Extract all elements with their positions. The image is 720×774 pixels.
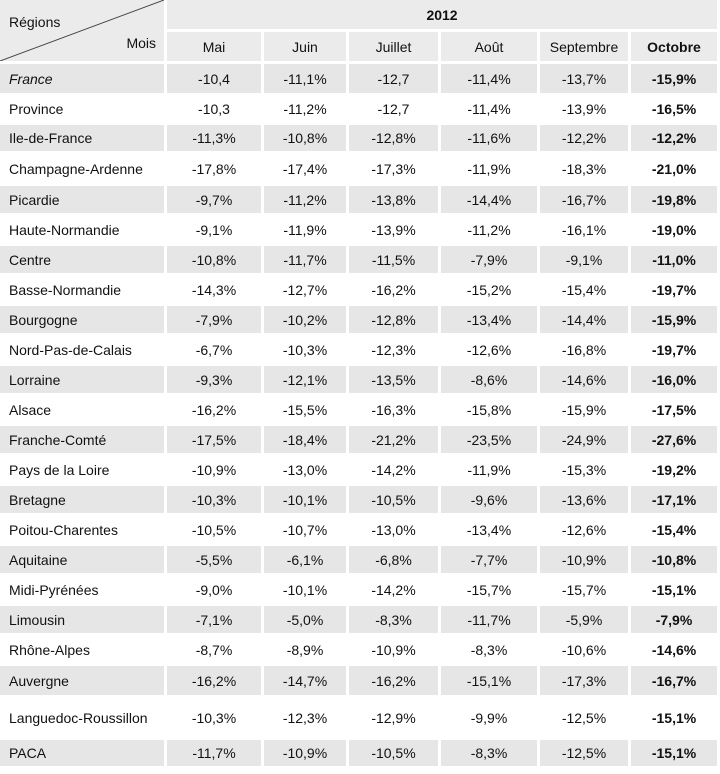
value-cell: -16,1% bbox=[540, 216, 631, 246]
value-cell: -19,2% bbox=[631, 456, 720, 486]
value-cell: -19,7% bbox=[631, 336, 720, 366]
value-cell: -13,0% bbox=[264, 456, 349, 486]
value-cell: -13,4% bbox=[441, 306, 540, 336]
value-cell: -11,4% bbox=[441, 96, 540, 125]
table-row bbox=[0, 636, 720, 666]
table-row bbox=[0, 396, 720, 426]
value-cell: -12,1% bbox=[264, 366, 349, 396]
region-name-cell: Alsace bbox=[0, 396, 167, 426]
value-cell: -16,5% bbox=[631, 96, 720, 125]
value-cell: -12,3% bbox=[349, 336, 441, 366]
region-name-cell: Poitou-Charentes bbox=[0, 516, 167, 546]
value-cell: -10,9% bbox=[167, 456, 264, 486]
value-cell: -15,2% bbox=[441, 276, 540, 306]
value-cell: -19,8% bbox=[631, 186, 720, 216]
value-cell: -9,6% bbox=[441, 486, 540, 516]
value-cell: -7,1% bbox=[167, 606, 264, 636]
value-cell: -7,9% bbox=[441, 246, 540, 276]
value-cell: -11,2% bbox=[441, 216, 540, 246]
value-cell: -7,7% bbox=[441, 546, 540, 576]
value-cell: -8,3% bbox=[441, 636, 540, 666]
table-row bbox=[0, 426, 720, 456]
value-cell: -16,2% bbox=[349, 276, 441, 306]
value-cell: -17,5% bbox=[167, 426, 264, 456]
value-cell: -9,9% bbox=[441, 698, 540, 740]
value-cell: -12,2% bbox=[631, 125, 720, 154]
value-cell: -15,1% bbox=[631, 740, 720, 769]
value-cell: -12,9% bbox=[349, 698, 441, 740]
value-cell: -11,0% bbox=[631, 246, 720, 276]
table-row bbox=[0, 606, 720, 636]
region-name-cell: Rhône-Alpes bbox=[0, 636, 167, 666]
value-cell: -10,9% bbox=[540, 546, 631, 576]
value-cell: -15,8% bbox=[441, 396, 540, 426]
value-cell: -10,5% bbox=[167, 516, 264, 546]
table-row bbox=[0, 336, 720, 366]
value-cell: -19,0% bbox=[631, 216, 720, 246]
value-cell: -11,3% bbox=[167, 125, 264, 154]
value-cell: -12,6% bbox=[441, 336, 540, 366]
value-cell: -8,3% bbox=[441, 740, 540, 769]
value-cell: -14,6% bbox=[540, 366, 631, 396]
table-row bbox=[0, 186, 720, 216]
value-cell: -7,9% bbox=[167, 306, 264, 336]
value-cell: -10,2% bbox=[264, 306, 349, 336]
value-cell: -9,7% bbox=[167, 186, 264, 216]
value-cell: -11,4% bbox=[441, 64, 540, 96]
region-name-cell: Province bbox=[0, 96, 167, 125]
value-cell: -24,9% bbox=[540, 426, 631, 456]
value-cell: -18,3% bbox=[540, 154, 631, 186]
table-row bbox=[0, 456, 720, 486]
value-cell: -10,1% bbox=[264, 576, 349, 606]
table-row bbox=[0, 96, 720, 125]
table-row bbox=[0, 516, 720, 546]
value-cell: -14,7% bbox=[264, 666, 349, 698]
value-cell: -13,9% bbox=[540, 96, 631, 125]
value-cell: -12,5% bbox=[540, 698, 631, 740]
value-cell: -8,3% bbox=[349, 606, 441, 636]
value-cell: -10,9% bbox=[264, 740, 349, 769]
value-cell: -12,8% bbox=[349, 125, 441, 154]
month-header: Octobre bbox=[631, 32, 720, 64]
value-cell: -12,5% bbox=[540, 740, 631, 769]
table-row bbox=[0, 546, 720, 576]
region-name-cell: Pays de la Loire bbox=[0, 456, 167, 486]
region-name-cell: Basse-Normandie bbox=[0, 276, 167, 306]
value-cell: -12,7% bbox=[264, 276, 349, 306]
value-cell: -16,3% bbox=[349, 396, 441, 426]
value-cell: -23,5% bbox=[441, 426, 540, 456]
value-cell: -14,2% bbox=[349, 576, 441, 606]
value-cell: -11,2% bbox=[264, 96, 349, 125]
region-name-cell: Lorraine bbox=[0, 366, 167, 396]
value-cell: -14,4% bbox=[441, 186, 540, 216]
value-cell: -15,9% bbox=[631, 306, 720, 336]
value-cell: -18,4% bbox=[264, 426, 349, 456]
value-cell: -12,6% bbox=[540, 516, 631, 546]
value-cell: -13,8% bbox=[349, 186, 441, 216]
table-row bbox=[0, 154, 720, 186]
table-row bbox=[0, 306, 720, 336]
table-row bbox=[0, 486, 720, 516]
month-header: Septembre bbox=[540, 32, 631, 64]
month-header: Mai bbox=[167, 32, 264, 64]
value-cell: -15,1% bbox=[631, 698, 720, 740]
table-row bbox=[0, 666, 720, 698]
value-cell: -13,6% bbox=[540, 486, 631, 516]
value-cell: -12,7 bbox=[349, 64, 441, 96]
table-row bbox=[0, 276, 720, 306]
corner-header bbox=[0, 0, 167, 64]
value-cell: -19,7% bbox=[631, 276, 720, 306]
value-cell: -11,7% bbox=[441, 606, 540, 636]
year-header: 2012 bbox=[167, 0, 720, 32]
value-cell: -10,3% bbox=[167, 698, 264, 740]
value-cell: -21,0% bbox=[631, 154, 720, 186]
region-name-cell: Centre bbox=[0, 246, 167, 276]
value-cell: -10,7% bbox=[264, 516, 349, 546]
value-cell: -6,1% bbox=[264, 546, 349, 576]
value-cell: -16,2% bbox=[349, 666, 441, 698]
value-cell: -13,5% bbox=[349, 366, 441, 396]
value-cell: -12,8% bbox=[349, 306, 441, 336]
value-cell: -10,9% bbox=[349, 636, 441, 666]
region-name-cell: Midi-Pyrénées bbox=[0, 576, 167, 606]
value-cell: -11,7% bbox=[167, 740, 264, 769]
value-cell: -9,0% bbox=[167, 576, 264, 606]
region-name-cell: Nord-Pas-de-Calais bbox=[0, 336, 167, 366]
diagonal-divider bbox=[0, 0, 164, 61]
region-name-cell: Picardie bbox=[0, 186, 167, 216]
table-row bbox=[0, 740, 720, 769]
month-header: Août bbox=[441, 32, 540, 64]
value-cell: -13,7% bbox=[540, 64, 631, 96]
table-row bbox=[0, 366, 720, 396]
value-cell: -10,5% bbox=[349, 740, 441, 769]
value-cell: -14,6% bbox=[631, 636, 720, 666]
table-row bbox=[0, 576, 720, 606]
value-cell: -14,2% bbox=[349, 456, 441, 486]
table-row bbox=[0, 64, 720, 96]
mois-label: Mois bbox=[126, 35, 156, 51]
table-row bbox=[0, 246, 720, 276]
region-name-cell: Limousin bbox=[0, 606, 167, 636]
region-name-cell: Languedoc-Roussillon bbox=[0, 698, 167, 740]
value-cell: -11,7% bbox=[264, 246, 349, 276]
region-name-cell: Bretagne bbox=[0, 486, 167, 516]
value-cell: -13,4% bbox=[441, 516, 540, 546]
region-name-cell: PACA bbox=[0, 740, 167, 769]
value-cell: -16,0% bbox=[631, 366, 720, 396]
value-cell: -11,9% bbox=[264, 216, 349, 246]
value-cell: -13,9% bbox=[349, 216, 441, 246]
value-cell: -10,3 bbox=[167, 96, 264, 125]
value-cell: -21,2% bbox=[349, 426, 441, 456]
region-name-cell: Haute-Normandie bbox=[0, 216, 167, 246]
month-header: Juillet bbox=[349, 32, 441, 64]
value-cell: -10,8% bbox=[631, 546, 720, 576]
value-cell: -11,9% bbox=[441, 154, 540, 186]
value-cell: -15,1% bbox=[631, 576, 720, 606]
region-name-cell: Champagne-Ardenne bbox=[0, 154, 167, 186]
value-cell: -17,5% bbox=[631, 396, 720, 426]
value-cell: -10,4 bbox=[167, 64, 264, 96]
value-cell: -10,8% bbox=[264, 125, 349, 154]
value-cell: -17,1% bbox=[631, 486, 720, 516]
value-cell: -12,7 bbox=[349, 96, 441, 125]
region-name-cell: Aquitaine bbox=[0, 546, 167, 576]
value-cell: -15,1% bbox=[441, 666, 540, 698]
value-cell: -17,3% bbox=[349, 154, 441, 186]
value-cell: -9,3% bbox=[167, 366, 264, 396]
value-cell: -6,8% bbox=[349, 546, 441, 576]
value-cell: -15,4% bbox=[540, 276, 631, 306]
table-row bbox=[0, 216, 720, 246]
value-cell: -11,5% bbox=[349, 246, 441, 276]
value-cell: -27,6% bbox=[631, 426, 720, 456]
region-name-cell: Ile-de-France bbox=[0, 125, 167, 154]
value-cell: -13,0% bbox=[349, 516, 441, 546]
value-cell: -12,2% bbox=[540, 125, 631, 154]
region-name-cell: Bourgogne bbox=[0, 306, 167, 336]
value-cell: -15,5% bbox=[264, 396, 349, 426]
value-cell: -15,9% bbox=[631, 64, 720, 96]
table-row bbox=[0, 698, 720, 740]
value-cell: -9,1% bbox=[167, 216, 264, 246]
value-cell: -15,4% bbox=[631, 516, 720, 546]
value-cell: -5,5% bbox=[167, 546, 264, 576]
value-cell: -11,9% bbox=[441, 456, 540, 486]
month-header: Juin bbox=[264, 32, 349, 64]
value-cell: -10,6% bbox=[540, 636, 631, 666]
value-cell: -14,4% bbox=[540, 306, 631, 336]
value-cell: -15,7% bbox=[441, 576, 540, 606]
value-cell: -17,4% bbox=[264, 154, 349, 186]
region-name-cell: Franche-Comté bbox=[0, 426, 167, 456]
value-cell: -8,7% bbox=[167, 636, 264, 666]
value-cell: -12,3% bbox=[264, 698, 349, 740]
value-cell: -15,3% bbox=[540, 456, 631, 486]
value-cell: -15,7% bbox=[540, 576, 631, 606]
value-cell: -10,3% bbox=[264, 336, 349, 366]
table-body bbox=[0, 64, 720, 769]
value-cell: -16,7% bbox=[540, 186, 631, 216]
value-cell: -10,8% bbox=[167, 246, 264, 276]
value-cell: -8,9% bbox=[264, 636, 349, 666]
value-cell: -17,3% bbox=[540, 666, 631, 698]
value-cell: -17,8% bbox=[167, 154, 264, 186]
value-cell: -16,8% bbox=[540, 336, 631, 366]
value-cell: -7,9% bbox=[631, 606, 720, 636]
value-cell: -5,0% bbox=[264, 606, 349, 636]
region-name-cell: Auvergne bbox=[0, 666, 167, 698]
value-cell: -15,9% bbox=[540, 396, 631, 426]
value-cell: -11,2% bbox=[264, 186, 349, 216]
value-cell: -8,6% bbox=[441, 366, 540, 396]
value-cell: -9,1% bbox=[540, 246, 631, 276]
value-cell: -11,6% bbox=[441, 125, 540, 154]
value-cell: -11,1% bbox=[264, 64, 349, 96]
value-cell: -10,1% bbox=[264, 486, 349, 516]
value-cell: -16,2% bbox=[167, 666, 264, 698]
region-name-cell: France bbox=[0, 64, 167, 96]
value-cell: -16,2% bbox=[167, 396, 264, 426]
value-cell: -10,5% bbox=[349, 486, 441, 516]
regions-label: Régions bbox=[9, 14, 61, 30]
value-cell: -14,3% bbox=[167, 276, 264, 306]
table-row bbox=[0, 125, 720, 154]
value-cell: -6,7% bbox=[167, 336, 264, 366]
value-cell: -16,7% bbox=[631, 666, 720, 698]
value-cell: -5,9% bbox=[540, 606, 631, 636]
value-cell: -10,3% bbox=[167, 486, 264, 516]
